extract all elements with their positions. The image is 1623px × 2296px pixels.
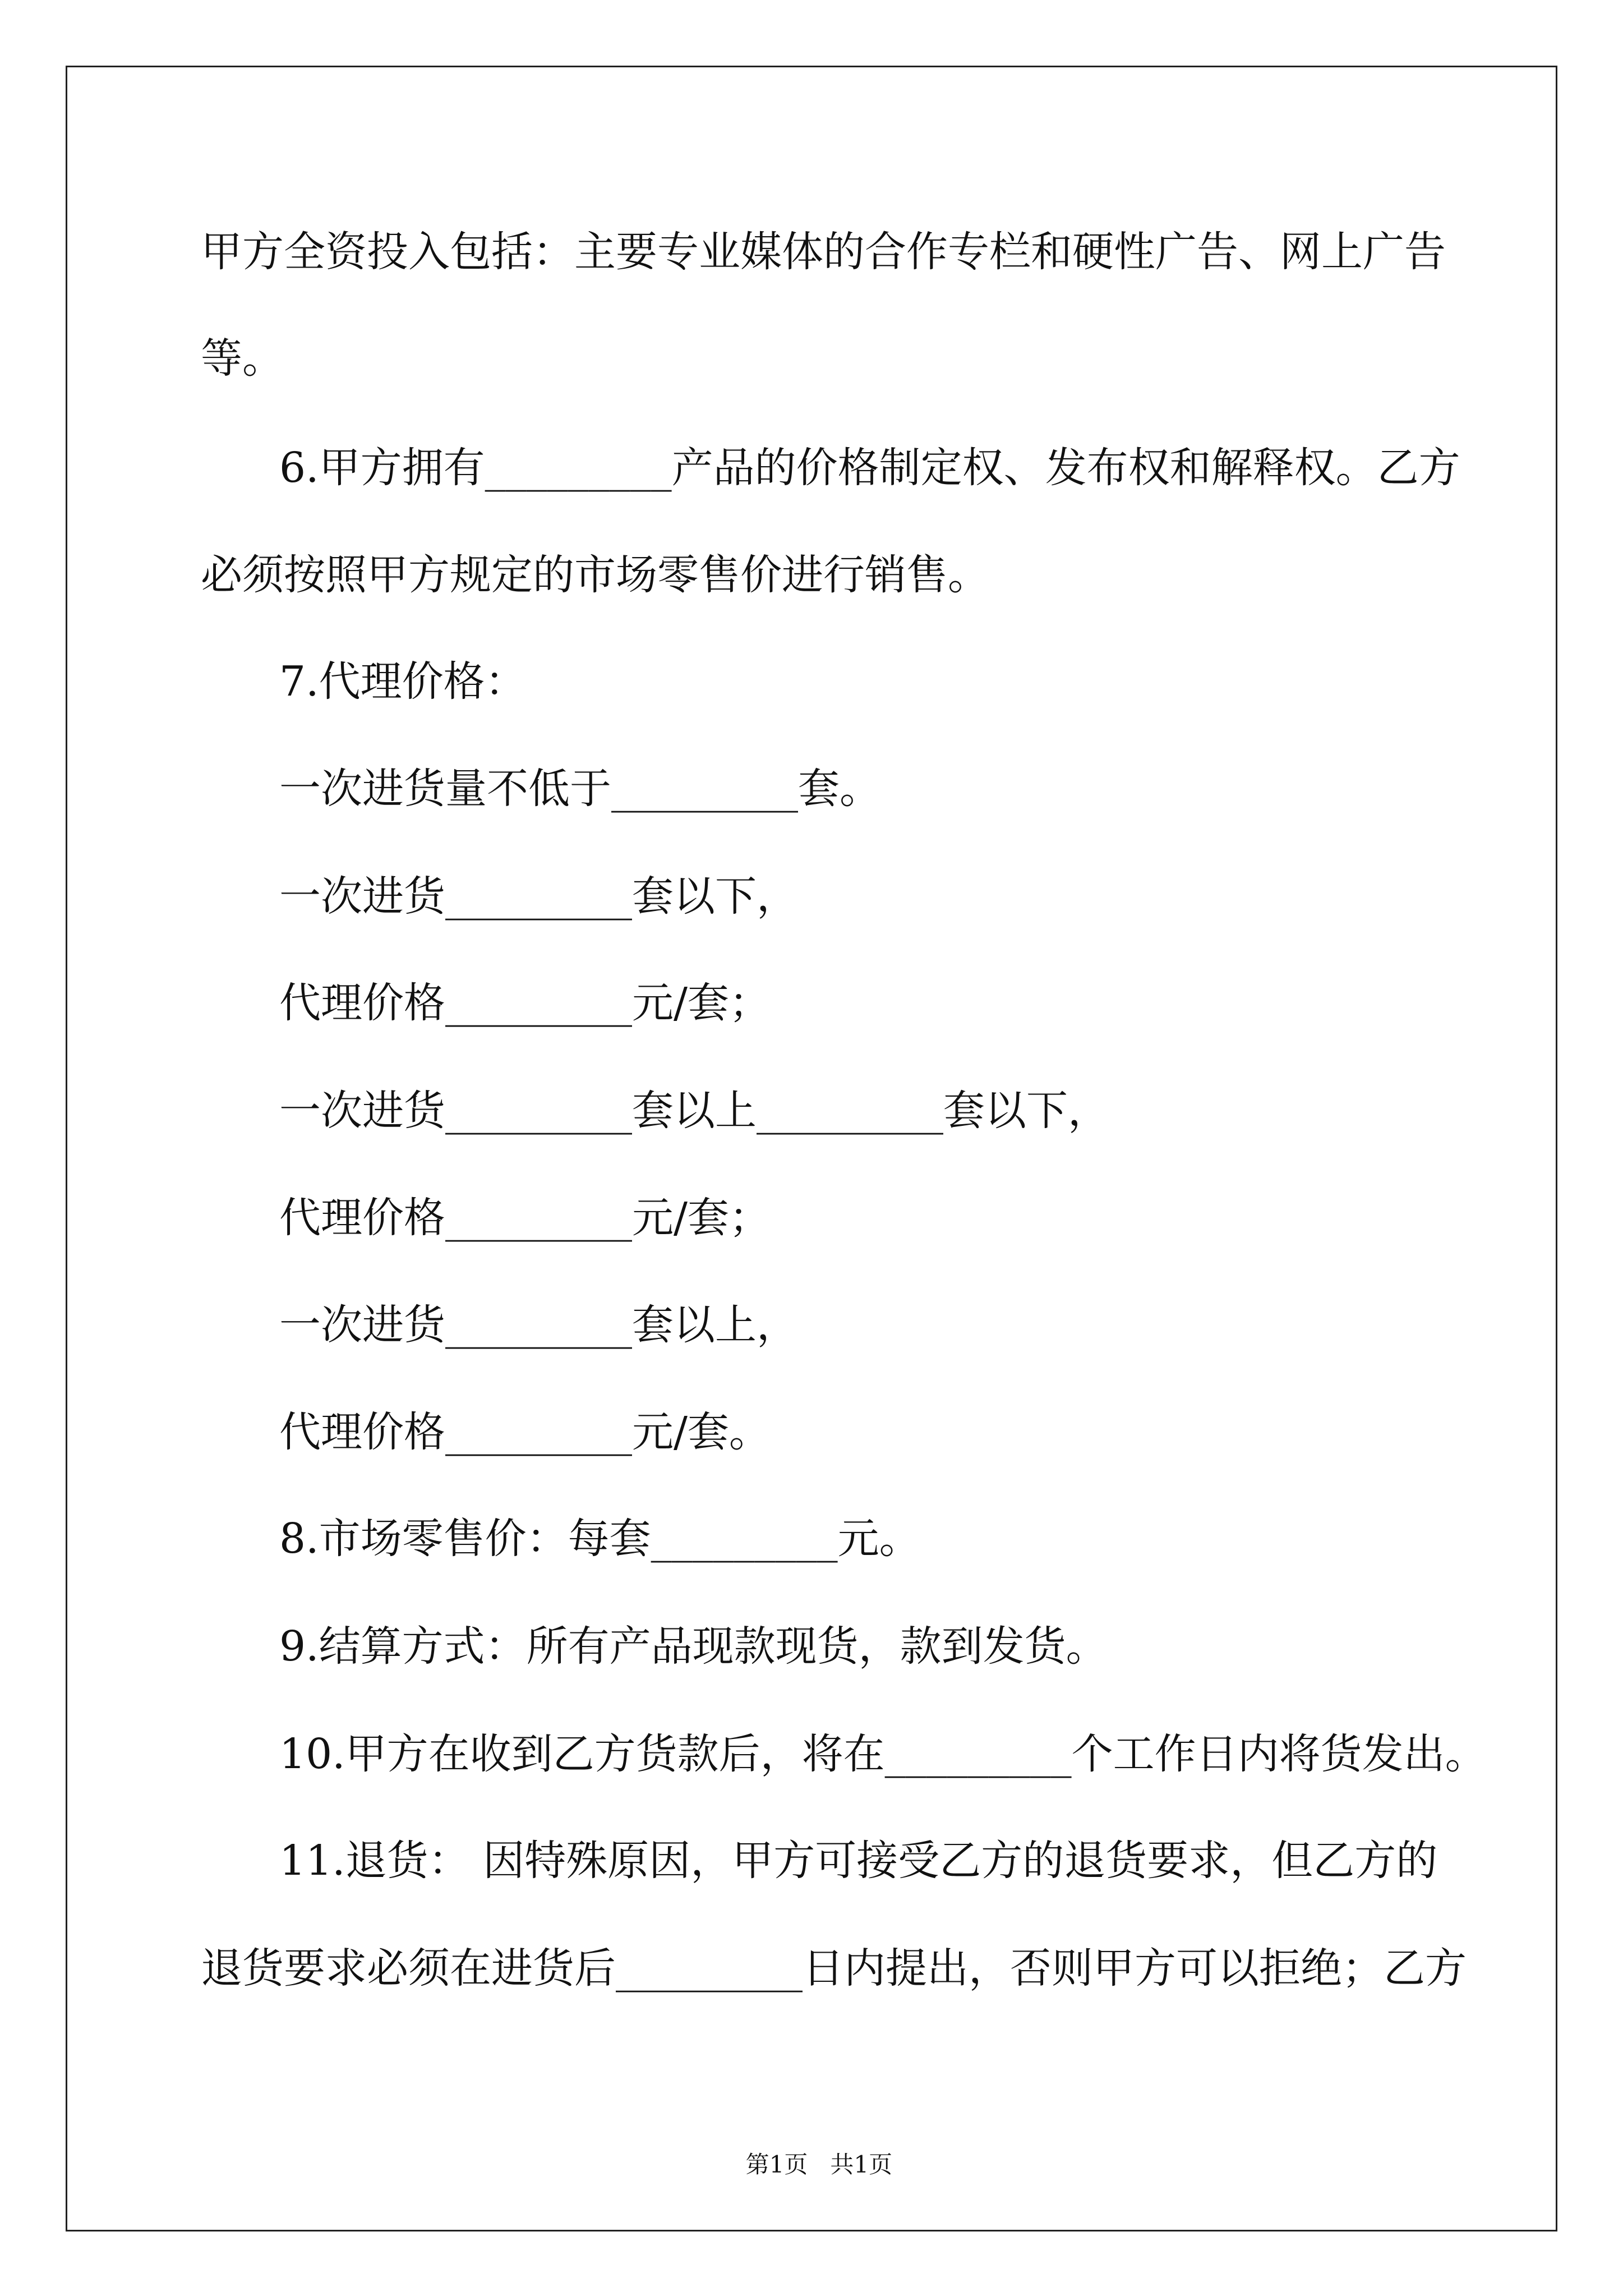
paragraph-line: 必须按照甲方规定的市场零售价进行销售。 (201, 551, 989, 599)
paragraph-line: 一次进货量不低于_________套。 (279, 765, 881, 813)
paragraph-line: 代理价格_________元/套。 (279, 1408, 771, 1456)
paragraph-line: 8.市场零售价：每套_________元。 (279, 1515, 921, 1563)
paragraph-line: 6.甲方拥有_________产品的价格制定权、发布权和解释权。乙方 (279, 444, 1460, 492)
paragraph-line: 7.代理价格： (279, 657, 527, 706)
paragraph-line: 代理价格_________元/套； (279, 1194, 771, 1242)
paragraph-line: 9.结算方式：所有产品现款现货，款到发货。 (279, 1622, 1108, 1671)
paragraph-line: 甲方全资投入包括：主要专业媒体的合作专栏和硬性广告、网上广告 (201, 228, 1446, 276)
page-footer (0, 2129, 1623, 2177)
paragraph-line: 11.退货： 因特殊原因，甲方可接受乙方的退货要求，但乙方的 (279, 1837, 1438, 1885)
paragraph-line: 代理价格_________元/套； (279, 979, 771, 1027)
page-border (66, 66, 1557, 2231)
paragraph-line: 10.甲方在收到乙方货款后，将在_________个工作日内将货发出。 (279, 1730, 1487, 1778)
paragraph-line: 一次进货_________套以下， (279, 872, 798, 921)
page-indicator: 第1页 共1页 (745, 2151, 893, 2178)
paragraph-line: 等。 (201, 334, 284, 383)
paragraph-line: 退货要求必须在进货后_________日内提出，否则甲方可以拒绝；乙方 (201, 1944, 1467, 1993)
paragraph-line: 一次进货_________套以上_________套以下， (279, 1087, 1109, 1135)
paragraph-line: 一次进货_________套以上， (279, 1301, 798, 1349)
